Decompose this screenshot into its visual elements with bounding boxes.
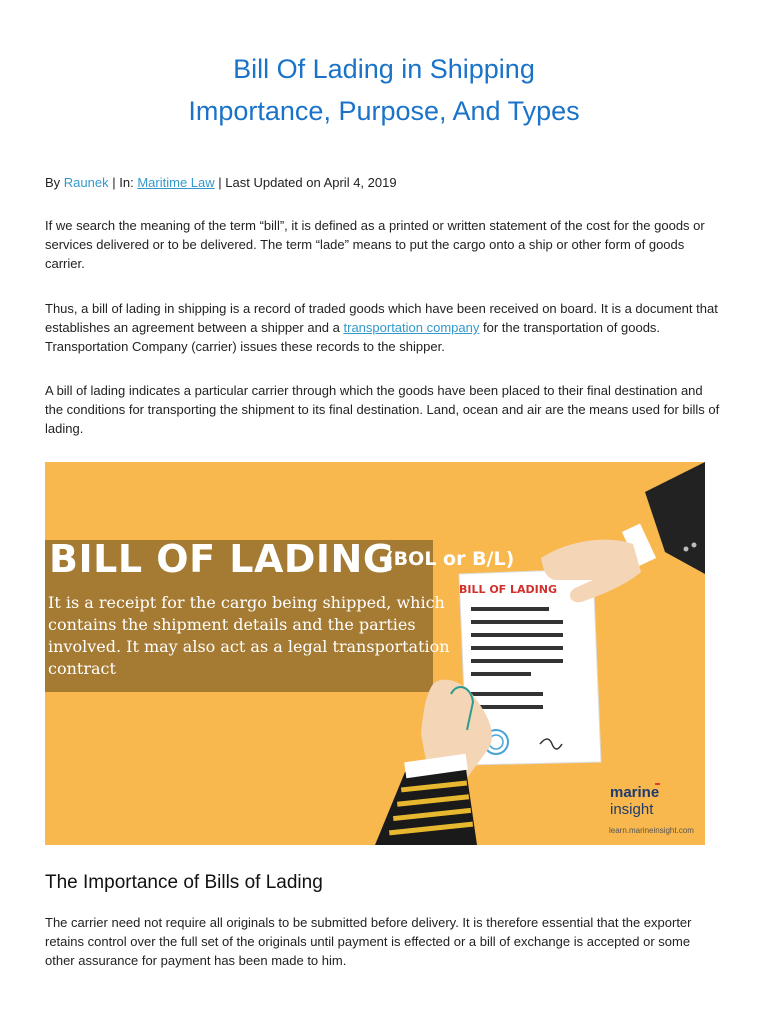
paragraph-bill-record bbox=[45, 299, 720, 356]
page-title-line2: Importance, Purpose, And Types bbox=[188, 96, 580, 126]
article-meta bbox=[45, 175, 397, 190]
infographic-description: It is a receipt for the cargo being shipped, which contains the shipment details and the parties involved. It may also act as a legal transportation contract bbox=[48, 593, 450, 678]
document-title: BILL OF LADING bbox=[459, 583, 558, 596]
in-label: In: bbox=[119, 175, 134, 190]
paragraph-text: for the transportation of goods. Transportation Company (carrier) issues these records to the shipper. bbox=[45, 320, 661, 354]
infographic-title: BILL OF LADING bbox=[49, 537, 395, 581]
brand-logo bbox=[610, 784, 659, 818]
author-link[interactable]: Raunek bbox=[63, 175, 109, 190]
hand-bottom-left-icon bbox=[375, 680, 492, 845]
by-label: By bbox=[45, 175, 61, 190]
paragraph-text: Thus, a bill of lading in shipping is a record of traded goods which have been received on board. It is a document that establishes an agreement between a shipper and a bbox=[45, 301, 718, 335]
brand-url: learn.marineinsight.com bbox=[609, 826, 694, 835]
paragraph-carrier: A bill of lading indicates a particular carrier through which the goods have been placed to their final destination and the conditions for transporting the shipment to its final destination. Land, ocean and air are the means used for bills of lading. bbox=[45, 383, 720, 436]
meta-separator: | bbox=[112, 175, 116, 190]
last-updated: Last Updated on April 4, 2019 bbox=[225, 175, 397, 190]
brand-bottom: insight bbox=[610, 801, 654, 818]
paragraph-importance: The carrier need not require all originals to be submitted before delivery. It is therefore essential that the exporter retains control over the full set of the originals until payment is effected or a bill of exchange is accepted or some other assurance for payment has been made to him. bbox=[45, 915, 692, 968]
paragraph-bill-meaning: If we search the meaning of the term “bill”, it is defined as a printed or written statement of the cost for the goods or services delivered or to be delivered. The term “lade” means to put the cargo onto a ship or other form of goods carrier. bbox=[45, 218, 705, 271]
meta-separator: | bbox=[218, 175, 222, 190]
infographic-subtitle: (BOL or B/L) bbox=[385, 548, 515, 570]
section-heading: The Importance of Bills of Lading bbox=[45, 872, 323, 893]
bill-of-lading-infographic bbox=[45, 462, 705, 845]
transportation-company-link[interactable]: transportation company bbox=[343, 320, 480, 335]
page-title-line1: Bill Of Lading in Shipping bbox=[233, 54, 535, 84]
brand-top: marine bbox=[610, 784, 660, 801]
category-link[interactable]: Maritime Law bbox=[137, 175, 215, 190]
